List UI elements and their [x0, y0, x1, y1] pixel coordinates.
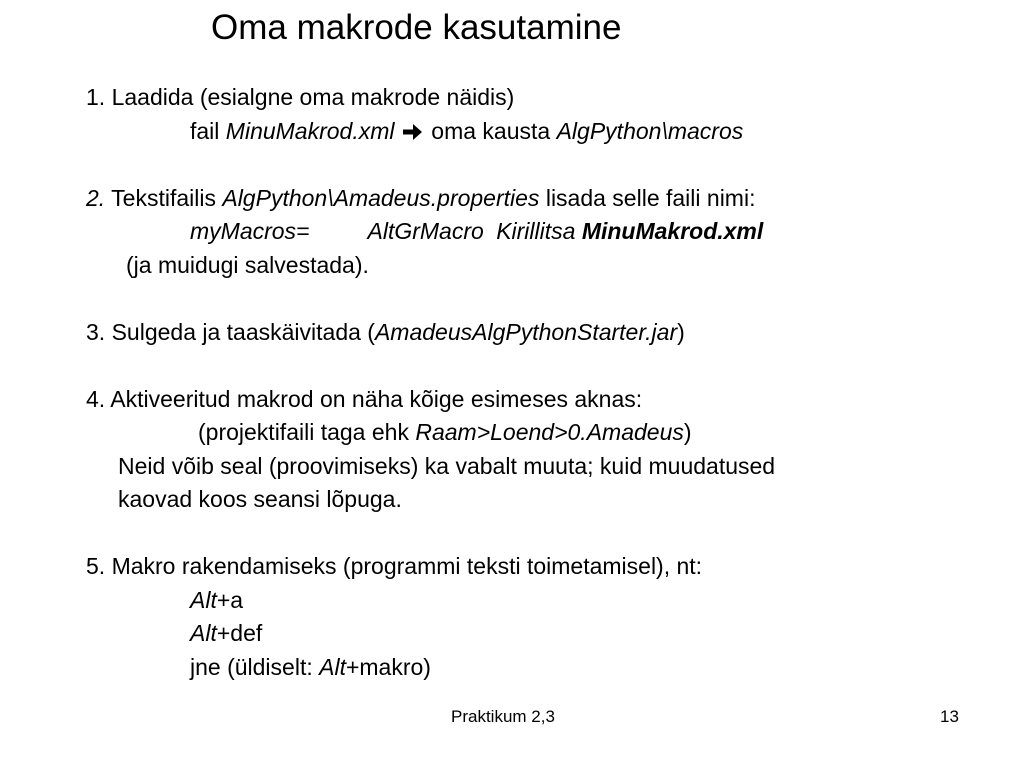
item3-line [86, 316, 775, 350]
slide-title: Oma makrode kasutamine [211, 8, 622, 47]
item4-path: Raam>Loend>0.Amadeus [415, 419, 684, 445]
item2-line1 [86, 182, 775, 216]
item4-note2: kaovad koos seansi lõpuga. [118, 486, 402, 512]
item3-text-a: 3. Sulgeda ja taaskäivitada ( [86, 318, 375, 345]
item2-line2 [86, 215, 775, 249]
item5-example1 [86, 584, 775, 618]
item4-line1: 4. Aktiveeritud makrod on näha kõige esimeses aknas: [86, 385, 643, 412]
item1-line1: 1. Laadida (esialgne oma makrode näidis) [86, 84, 515, 110]
page-number: 13 [940, 707, 959, 726]
item2-file: AlgPython\Amadeus.properties [222, 184, 540, 211]
item1-filename: MinuMakrod.xml [225, 117, 395, 144]
item2-value-a: AltGrMacro [367, 218, 484, 244]
item4-line2 [86, 416, 775, 450]
item5-alt: Alt [190, 620, 217, 646]
item5-alt: Alt [319, 653, 346, 680]
item4-paren-b: ) [683, 419, 692, 445]
item5-jne-b: +makro) [345, 653, 431, 680]
item5-example2 [86, 617, 775, 651]
item4-paren-a: (projektifaili taga ehk [198, 419, 416, 445]
item1-fail: fail [190, 117, 226, 144]
item2-value-c: MinuMakrod.xml [581, 218, 764, 244]
blank-line [86, 148, 775, 182]
item5-ex1-suffix: +a [216, 586, 244, 613]
item2-number: 2. [86, 184, 106, 211]
item5-alt: Alt [190, 586, 217, 613]
arrow-right-icon [403, 117, 423, 151]
slide-body [86, 81, 775, 684]
item2-value-b: Kirillitsa [496, 218, 576, 244]
blank-line [86, 282, 775, 316]
item3-text-b: ) [677, 318, 685, 345]
footer-label: Praktikum 2,3 [451, 707, 555, 726]
item5-ex2-suffix: +def [216, 620, 263, 646]
item1-folder: AlgPython\macros [556, 117, 744, 144]
item2-text-a: Tekstifailis [105, 184, 223, 211]
item5-jne-a: jne (üldiselt: [190, 653, 320, 680]
item5-example3 [86, 651, 775, 685]
item3-jar: AmadeusAlgPythonStarter.jar [374, 318, 678, 345]
item1-oma-kausta: oma kausta [424, 117, 557, 144]
blank-line [86, 517, 775, 551]
item4-note1: Neid võib seal (proovimiseks) ka vabalt muuta; kuid muudatused [118, 452, 776, 479]
item5-line1: 5. Makro rakendamiseks (programmi teksti toimetamisel), nt: [86, 553, 703, 579]
item2-save-note: (ja muidugi salvestada). [126, 251, 369, 278]
item2-text-b: lisada selle faili nimi: [539, 184, 756, 211]
item2-key: myMacros= [190, 218, 310, 244]
blank-line [86, 349, 775, 383]
item1-line2 [86, 115, 775, 149]
